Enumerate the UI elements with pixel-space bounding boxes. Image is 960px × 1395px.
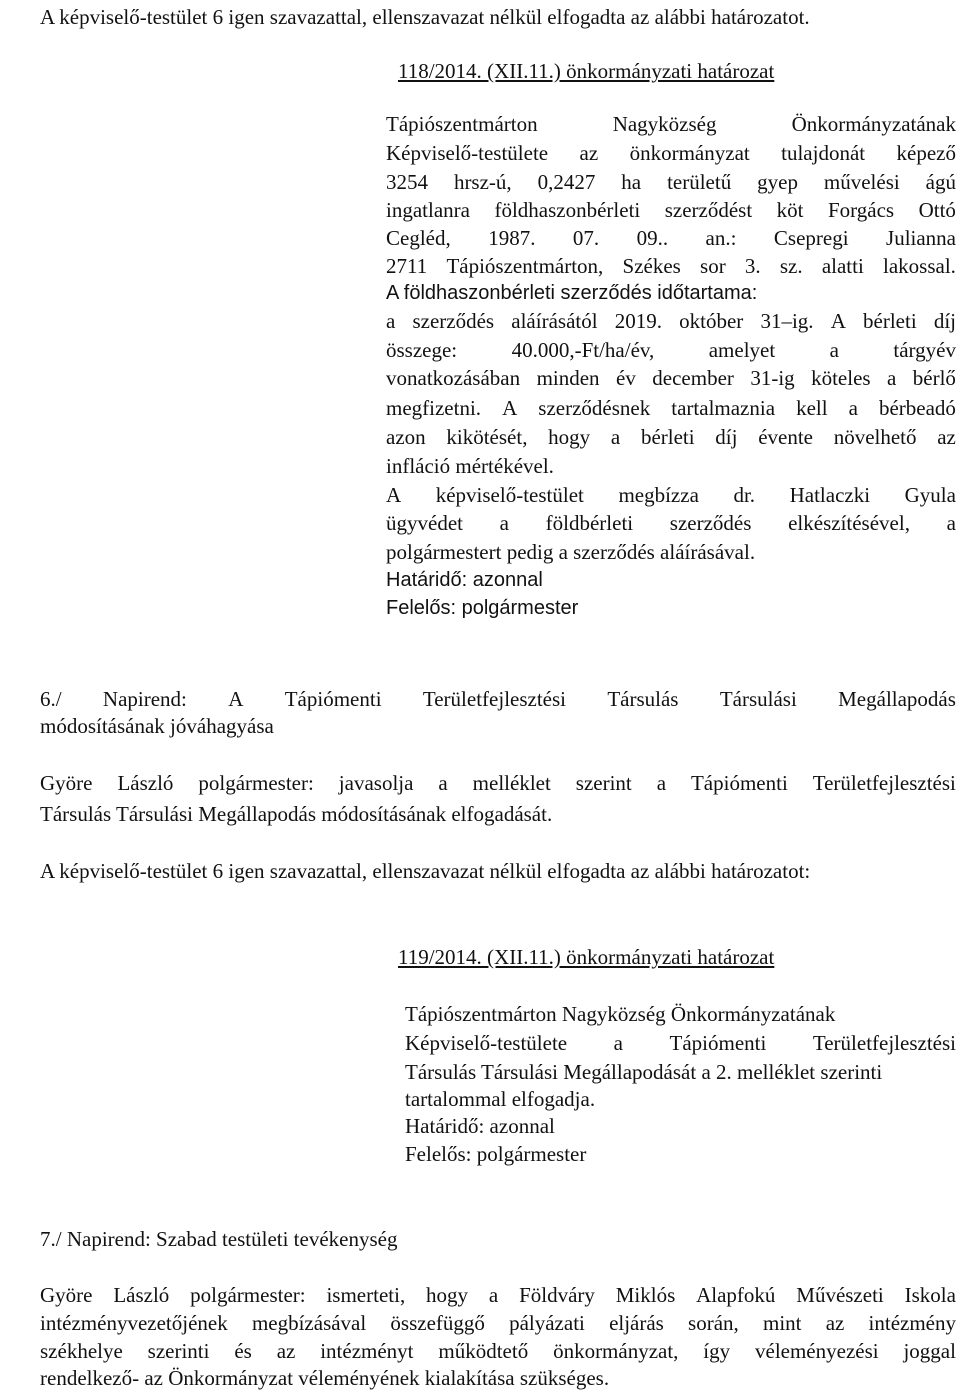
word: Ottó bbox=[918, 198, 956, 222]
word: a bbox=[887, 366, 897, 390]
word: szerződés bbox=[412, 309, 495, 333]
word: összege: bbox=[386, 338, 458, 362]
word: képviselő-testület bbox=[435, 483, 584, 507]
word: dr. bbox=[733, 483, 756, 507]
word: alatti bbox=[821, 254, 864, 278]
word: díj bbox=[933, 309, 956, 333]
word: Területfejlesztési bbox=[812, 1031, 956, 1055]
word: képező bbox=[896, 141, 956, 165]
word: a bbox=[613, 1031, 623, 1055]
word: bérlő bbox=[912, 366, 956, 390]
word: 31-ig bbox=[750, 366, 795, 390]
word: megbízásával bbox=[251, 1311, 367, 1335]
word: év bbox=[616, 366, 636, 390]
word: an.: bbox=[705, 226, 737, 250]
word: 40.000,-Ft/ha/év, bbox=[511, 338, 655, 362]
word: 2019. bbox=[614, 309, 662, 333]
word: ismerteti, bbox=[326, 1283, 406, 1307]
word: ágú bbox=[925, 170, 956, 194]
word: Iskola bbox=[904, 1283, 956, 1307]
resolution-118-line bbox=[386, 337, 956, 363]
word: ingatlanra bbox=[386, 198, 470, 222]
word: Gyula bbox=[904, 483, 956, 507]
word: hogy bbox=[548, 425, 591, 449]
word: Tápiószentmárton bbox=[386, 112, 538, 136]
word: Képviselő-testülete bbox=[405, 1031, 568, 1055]
agenda-item-6-proposal-cont: Társulás Társulási Megállapodás módosításának elfogadását. bbox=[40, 802, 553, 826]
word: Tápiómenti bbox=[690, 771, 788, 795]
word: szerződést bbox=[664, 198, 753, 222]
word: földbérleti bbox=[545, 511, 634, 535]
word: Györe bbox=[40, 1283, 93, 1307]
resolution-118-line bbox=[386, 111, 956, 137]
resolution-119-line: tartalommal elfogadja. bbox=[405, 1087, 596, 1111]
word: László bbox=[117, 771, 174, 795]
word: Tápiómenti bbox=[284, 687, 382, 711]
word: elkészítésével, bbox=[788, 511, 910, 535]
word: földhaszonbérleti bbox=[494, 198, 641, 222]
word: vonatkozásában bbox=[386, 366, 521, 390]
word: Képviselő-testülete bbox=[386, 141, 549, 165]
resolution-119-responsible: Felelős: polgármester bbox=[405, 1142, 587, 1166]
word: a bbox=[386, 309, 396, 333]
word: a bbox=[848, 396, 858, 420]
word: kell bbox=[796, 396, 828, 420]
word: gyep bbox=[757, 170, 798, 194]
word: A bbox=[502, 396, 518, 420]
resolution-118-line bbox=[386, 308, 956, 334]
word: tulajdonát bbox=[781, 141, 866, 165]
word: bérleti bbox=[863, 309, 917, 333]
word: melléklet bbox=[472, 771, 551, 795]
word: véleményezési bbox=[755, 1339, 879, 1363]
word: így bbox=[703, 1339, 731, 1363]
word: sor bbox=[700, 254, 726, 278]
word: összefüggő bbox=[390, 1311, 485, 1335]
resolution-118-line bbox=[386, 253, 956, 279]
word: Cegléd, bbox=[386, 226, 451, 250]
word: szerződés bbox=[669, 511, 752, 535]
word: 6./ bbox=[40, 687, 62, 711]
word: 09.. bbox=[636, 226, 669, 250]
word: intézményvezetőjének bbox=[40, 1311, 228, 1335]
word: 07. bbox=[572, 226, 600, 250]
resolution-118-number: 118/2014. (XII.11.) önkormányzati határozat bbox=[398, 59, 775, 83]
word: és bbox=[234, 1339, 252, 1363]
word: a bbox=[438, 771, 448, 795]
word: 31–ig. bbox=[760, 309, 814, 333]
word: Tápiószentmárton, bbox=[446, 254, 604, 278]
word: a bbox=[946, 511, 956, 535]
resolution-118-line bbox=[386, 225, 956, 251]
word: Területfejlesztési bbox=[422, 687, 566, 711]
word: Székes bbox=[622, 254, 681, 278]
resolution-118-line bbox=[386, 424, 956, 450]
word: Alapfokú bbox=[696, 1283, 776, 1307]
word: sz. bbox=[779, 254, 803, 278]
resolution-118-line: A földhaszonbérleti szerződés időtartama: bbox=[386, 282, 758, 304]
word: Julianna bbox=[886, 226, 956, 250]
word: a bbox=[610, 425, 621, 449]
resolution-118-line: polgármestert pedig a szerződés aláírásával. bbox=[386, 540, 756, 564]
resolution-119-number: 119/2014. (XII.11.) önkormányzati határozat bbox=[398, 945, 775, 969]
word: mint bbox=[762, 1311, 802, 1335]
word: amelyet bbox=[708, 338, 776, 362]
word: Miklós bbox=[615, 1283, 676, 1307]
word: szerint bbox=[575, 771, 632, 795]
word: székhelye bbox=[40, 1339, 123, 1363]
word: aláírásától bbox=[511, 309, 598, 333]
word: az bbox=[825, 1311, 845, 1335]
word: intézmény bbox=[868, 1311, 956, 1335]
word: Forgács bbox=[828, 198, 895, 222]
word: megfizetni. bbox=[386, 396, 482, 420]
vote-statement-2: A képviselő-testület 6 igen szavazattal, ellenszavazat nélkül elfogadta az alábbi határozatot: bbox=[40, 859, 811, 883]
word: 3254 bbox=[386, 170, 428, 194]
word: Önkormányzatának bbox=[791, 112, 956, 136]
word: polgármester: bbox=[198, 771, 314, 795]
word: az bbox=[937, 425, 956, 449]
word: Tápiómenti bbox=[669, 1031, 767, 1055]
resolution-119-line: Társulás Társulási Megállapodását a 2. melléklet szerinti bbox=[405, 1060, 883, 1084]
word: 1987. bbox=[488, 226, 536, 250]
resolution-118-line bbox=[386, 482, 956, 508]
word: Napirend: bbox=[102, 687, 187, 711]
resolution-118-deadline: Határidő: azonnal bbox=[386, 569, 543, 591]
agenda-item-6-title bbox=[40, 686, 956, 712]
word: december bbox=[652, 366, 734, 390]
word: megbízza bbox=[618, 483, 699, 507]
word: kikötését, bbox=[446, 425, 528, 449]
word: polgármester: bbox=[190, 1283, 306, 1307]
resolution-118-responsible: Felelős: polgármester bbox=[386, 597, 579, 619]
word: Megállapodás bbox=[838, 687, 956, 711]
resolution-118-line bbox=[386, 197, 956, 223]
word: A bbox=[386, 483, 402, 507]
word: szerinti bbox=[147, 1339, 210, 1363]
word: joggal bbox=[903, 1339, 956, 1363]
word: működtető bbox=[438, 1339, 529, 1363]
resolution-118-line bbox=[386, 510, 956, 536]
word: növelhető bbox=[833, 425, 917, 449]
resolution-118-line bbox=[386, 169, 956, 195]
word: Művészeti bbox=[796, 1283, 884, 1307]
agenda-item-7-line bbox=[40, 1338, 956, 1364]
word: díj bbox=[715, 425, 738, 449]
word: a bbox=[488, 1283, 499, 1307]
word: Hatlaczki bbox=[789, 483, 871, 507]
word: javasolja bbox=[338, 771, 414, 795]
word: 2711 bbox=[386, 254, 428, 278]
word: Csepregi bbox=[773, 226, 849, 250]
word: Györe bbox=[40, 771, 93, 795]
resolution-119-line bbox=[405, 1030, 956, 1056]
word: intézményt bbox=[320, 1339, 414, 1363]
word: köteles bbox=[811, 366, 871, 390]
agenda-item-6-title-cont: módosításának jóváhagyása bbox=[40, 714, 274, 738]
agenda-item-7-line bbox=[40, 1282, 956, 1308]
word: tárgyév bbox=[893, 338, 956, 362]
word: 0,2427 bbox=[537, 170, 596, 194]
resolution-119-line: Tápiószentmárton Nagyközség Önkormányzatának bbox=[405, 1002, 836, 1026]
word: Társulás bbox=[607, 687, 679, 711]
word: köt bbox=[776, 198, 804, 222]
word: tartalmaznia bbox=[671, 396, 776, 420]
vote-statement-1: A képviselő-testület 6 igen szavazattal, ellenszavazat nélkül elfogadta az alábbi határozatot. bbox=[40, 5, 810, 29]
word: ügyvédet bbox=[386, 511, 463, 535]
word: minden bbox=[536, 366, 600, 390]
word: bérbeadó bbox=[878, 396, 956, 420]
word: Társulási bbox=[719, 687, 797, 711]
word: Földváry bbox=[519, 1283, 595, 1307]
resolution-119-deadline: Határidő: azonnal bbox=[405, 1114, 555, 1138]
agenda-item-7-last-line: rendelkező- az Önkormányzat véleményének kialakítása szükséges. bbox=[40, 1366, 610, 1390]
agenda-item-7-title: 7./ Napirend: Szabad testületi tevékenység bbox=[40, 1227, 398, 1251]
agenda-item-6-proposal bbox=[40, 770, 956, 796]
resolution-118-line: infláció mértékével. bbox=[386, 454, 554, 478]
word: László bbox=[113, 1283, 170, 1307]
word: lakossal. bbox=[883, 254, 956, 278]
word: hrsz-ú, bbox=[453, 170, 512, 194]
word: bérleti bbox=[640, 425, 695, 449]
word: Területfejlesztési bbox=[812, 771, 956, 795]
word: szerződésnek bbox=[538, 396, 651, 420]
word: önkormányzat, bbox=[553, 1339, 679, 1363]
word: A bbox=[228, 687, 244, 711]
agenda-item-7-line bbox=[40, 1310, 956, 1336]
word: pályázati bbox=[509, 1311, 585, 1335]
word: október bbox=[679, 309, 744, 333]
resolution-118-line bbox=[386, 395, 956, 421]
word: művelési bbox=[823, 170, 900, 194]
word: a bbox=[829, 338, 839, 362]
word: során, bbox=[688, 1311, 739, 1335]
word: az bbox=[276, 1339, 296, 1363]
word: a bbox=[656, 771, 667, 795]
word: ha bbox=[621, 170, 642, 194]
resolution-118-line bbox=[386, 140, 956, 166]
word: területű bbox=[667, 170, 732, 194]
word: önkormányzat bbox=[629, 141, 750, 165]
word: a bbox=[499, 511, 509, 535]
word: eljárás bbox=[609, 1311, 664, 1335]
word: hogy bbox=[426, 1283, 469, 1307]
word: A bbox=[830, 309, 846, 333]
resolution-118-line bbox=[386, 365, 956, 391]
word: az bbox=[579, 141, 599, 165]
word: 3. bbox=[744, 254, 761, 278]
word: Nagyközség bbox=[612, 112, 717, 136]
word: évente bbox=[758, 425, 813, 449]
word: azon bbox=[386, 425, 426, 449]
